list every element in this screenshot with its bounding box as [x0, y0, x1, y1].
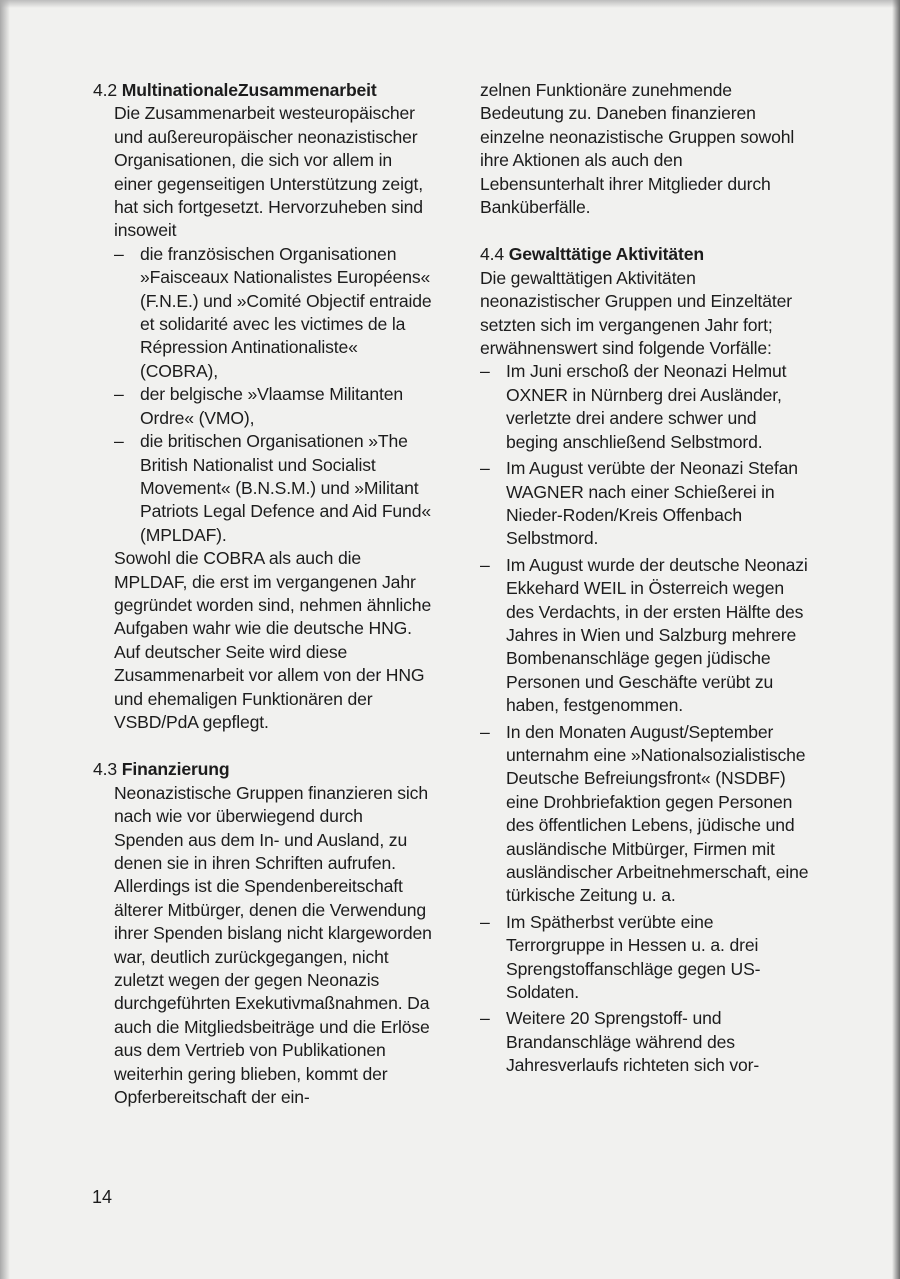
list-item — [480, 911, 810, 1005]
list-item-text: der belgische »Vlaamse Militanten Ordre« (VMO), — [140, 384, 404, 428]
list-item — [480, 1007, 810, 1077]
paragraph: Sowohl die COBRA als auch die MPLDAF, die erst im vergangenen Jahr gegründet worden sind, nehmen ähnliche Aufgaben wahr wie die deutsche HNG. — [114, 548, 432, 639]
paragraph: Die Zusammenarbeit westeuropäischer und außereuropäischer neonazistischer Organisationen, die sich vor allem in einer gegenseitigen Unterstützung zeigt, hat sich fortgesetzt. Hervorzuheben sind insoweit — [114, 103, 423, 241]
section-number: 4.2 — [93, 80, 118, 100]
dash-marker: – — [114, 384, 124, 405]
list-item-text: die britischen Organisationen »The British Nationalist und Socialist Movement« (B.N.S.M.) und »Militant Patriots Legal Defence and Aid Fund« (MPLDAF). — [140, 431, 431, 545]
list-item-text: Im August verübte der Neonazi Stefan WAGNER nach einer Schießerei in Nieder-Roden/Kreis Offenbach Selbstmord. — [506, 458, 798, 549]
list-item-text: Weitere 20 Sprengstoff- und Brandanschläge während des Jahresverlaufs richteten sich vor- — [506, 1008, 760, 1076]
paragraph: Neonazistische Gruppen finanzieren sich nach wie vor überwiegend durch Spenden aus dem In- und Ausland, zu denen sie in ihren Schriften aufrufen. Allerdings ist die Spendenbereitschaft älterer Mitbürger, denen die Verwendung ihrer Spenden bislang nicht klargeworden war, deutlich zurückgegangen, nicht zuletzt wegen der gegen Neonazis durchgeführten Exekutivmaßnahmen. Da auch die Mitgliedsbeiträge und die Erlöse aus dem Vertrieb von Publikationen weiterhin gering blieben, kommt der Opferbereitschaft der ein- — [114, 782, 432, 1108]
list-item — [114, 430, 433, 547]
list-item — [114, 383, 433, 430]
list-item — [480, 721, 810, 908]
section-4-4-heading — [480, 243, 810, 266]
paragraph: Die gewalttätigen Aktivitäten neonazistischer Gruppen und Einzeltäter setzten sich im vergangenen Jahr fort; erwähnenswert sind folgende Vorfälle: — [480, 267, 793, 359]
organisation-list — [114, 243, 433, 547]
continuation-paragraph: zelnen Funktionäre zunehmende Bedeutung zu. Daneben finanzieren einzelne neonazistische Gruppen sowohl ihre Aktionen als auch den Lebensunterhalt ihrer Mitglieder durch Banküberfälle. — [480, 80, 795, 218]
section-4-4-body — [480, 267, 810, 1078]
list-item — [114, 243, 433, 383]
dash-marker: – — [480, 554, 490, 575]
section-title: Finanzierung — [121, 759, 230, 780]
dash-marker: – — [480, 458, 490, 479]
page-edge-shadow-top — [0, 0, 900, 8]
dash-marker: – — [480, 1008, 490, 1029]
list-item-text: Im Juni erschoß der Neonazi Helmut OXNER in Nürnberg drei Ausländer, verletzte drei andere schwer und beging anschließend Selbstmord. — [506, 361, 787, 452]
dash-marker: – — [480, 721, 490, 742]
section-title: MultinationaleZusammenarbeit — [121, 80, 377, 100]
list-item-text: In den Monaten August/September unternahm eine »Nationalsozialistische Deutsche Befreiungsfront« (NSDBF) eine Drohbriefaktion gegen Personen des öffentlichen Lebens, jüdische und ausländische Mitbürger, Firmen mit ausländischer Arbeitnehmerschaft, eine türkische Zeitung u. a. — [506, 721, 809, 906]
right-column — [480, 79, 810, 1081]
page-edge-shadow-right — [892, 0, 900, 1279]
paragraph: Auf deutscher Seite wird diese Zusammenarbeit vor allem von der HNG und ehemaligen Funktionären der VSBD/PdA gepflegt. — [114, 641, 425, 732]
list-item — [480, 457, 810, 551]
left-column — [93, 79, 433, 1109]
section-4-2-body — [114, 102, 433, 734]
list-item-text: Im Spätherbst verübte eine Terrorgruppe in Hessen u. a. drei Sprengstoffanschläge gegen US-Soldaten. — [506, 911, 761, 1003]
page-number: 14 — [92, 1187, 113, 1207]
incident-list — [480, 360, 810, 1077]
section-4-2-heading — [93, 79, 433, 102]
dash-marker: – — [480, 911, 490, 932]
section-4-3-body — [114, 782, 433, 1110]
section-4-3-heading — [93, 758, 433, 781]
list-item — [480, 360, 810, 454]
page-edge-shadow-left — [0, 0, 10, 1279]
list-item-text: Im August wurde der deutsche Neonazi Ekkehard WEIL in Österreich wegen des Verdachts, in der ersten Hälfte des Jahres in Wien und Salzburg mehrere Bombenanschläge gegen jüdische Personen und Geschäfte verübt zu haben, festgenommen. — [506, 554, 808, 716]
section-number: 4.3 — [93, 759, 118, 780]
section-number: 4.4 — [480, 244, 505, 265]
dash-marker: – — [114, 243, 124, 264]
section-title: Gewalttätige Aktivitäten — [508, 244, 704, 265]
list-item-text: die französischen Organisationen »Faisceaux Nationalistes Européens« (F.N.E.) und »Comité Objectif entraide et solidarité avec les victimes de la Répression Antinationaliste« (COBRA), — [140, 243, 432, 381]
dash-marker: – — [114, 431, 124, 452]
list-item — [480, 554, 810, 718]
dash-marker: – — [480, 361, 490, 382]
